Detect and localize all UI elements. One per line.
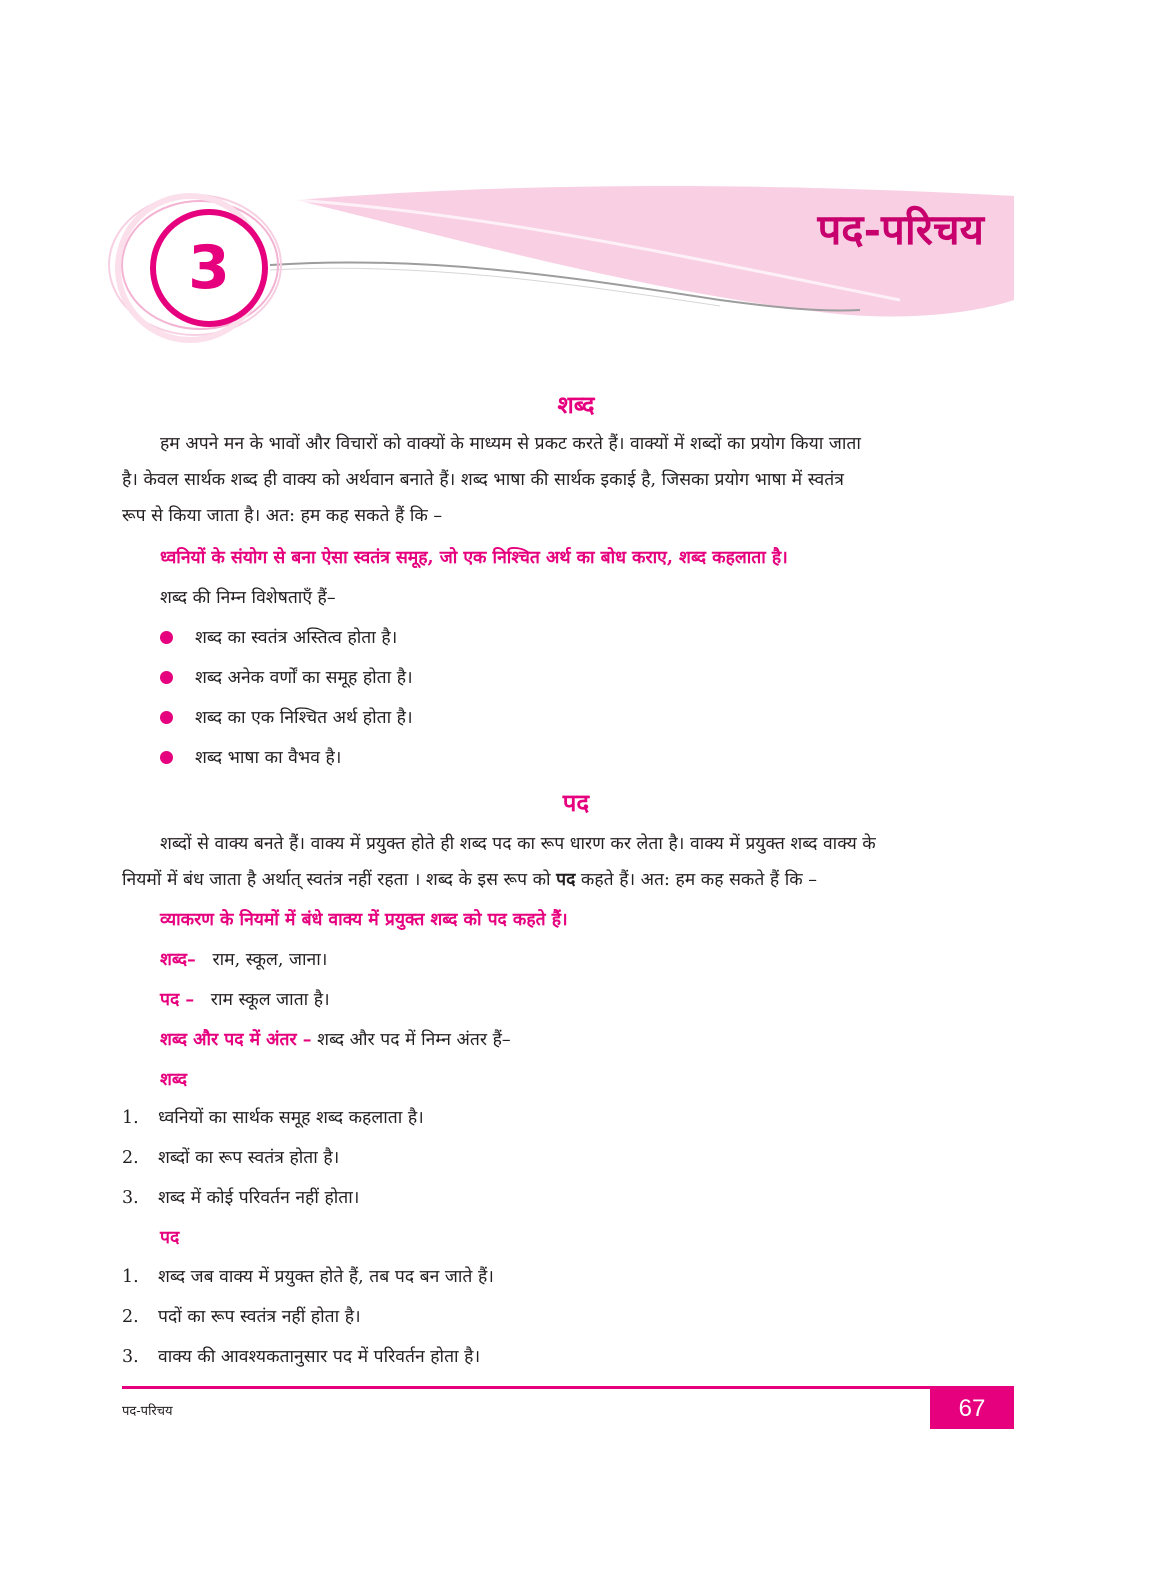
difference-text: शब्द और पद में निम्न अंतर हैं– bbox=[311, 1030, 511, 1050]
intro-paragraph bbox=[122, 426, 1028, 534]
example-text: राम, स्कूल, जाना। bbox=[212, 950, 328, 970]
list-item-text: शब्द अनेक वर्णों का समूह होता है। bbox=[195, 668, 413, 688]
para-line bbox=[122, 862, 1028, 898]
shabd-subheading: शब्द bbox=[160, 1070, 188, 1090]
list-item bbox=[122, 1185, 359, 1209]
item-number: 2. bbox=[122, 1307, 139, 1327]
bold-term: पद bbox=[556, 870, 576, 890]
footer-chapter-name: पद-परिचय bbox=[122, 1404, 173, 1419]
list-item bbox=[160, 745, 341, 769]
difference-intro bbox=[160, 1027, 511, 1051]
list-item bbox=[122, 1344, 480, 1368]
shabd-definition: ध्वनियों के संयोग से बना ऐसा स्वतंत्र समूह, जो एक निश्चित अर्थ का बोध कराए, शब्द कहलाता है। bbox=[160, 548, 788, 568]
example-label: पद – bbox=[160, 990, 195, 1010]
list-item-text: शब्द में कोई परिवर्तन नहीं होता। bbox=[158, 1188, 360, 1208]
list-item-text: शब्द का स्वतंत्र अस्तित्व होता है। bbox=[195, 628, 398, 648]
item-number: 2. bbox=[122, 1148, 139, 1168]
list-item-text: शब्दों का रूप स्वतंत्र होता है। bbox=[158, 1148, 340, 1168]
list-item-text: शब्द का एक निश्चित अर्थ होता है। bbox=[195, 708, 413, 728]
list-item bbox=[160, 705, 413, 729]
pad-paragraph bbox=[122, 826, 1028, 898]
list-item bbox=[122, 1304, 361, 1328]
item-number: 1. bbox=[122, 1267, 139, 1287]
bullet-icon bbox=[160, 631, 173, 644]
page-number: 67 bbox=[930, 1389, 1014, 1429]
list-item-text: ध्वनियों का सार्थक समूह शब्द कहलाता है। bbox=[158, 1108, 424, 1128]
pad-definition: व्याकरण के नियमों में बंधे वाक्य में प्रयुक्त शब्द को पद कहते हैं। bbox=[160, 910, 568, 930]
para-text: कहते हैं। अत: हम कह सकते हैं कि – bbox=[575, 870, 818, 890]
para-text: नियमों में बंध जाता है अर्थात् स्वतंत्र नहीं रहता । शब्द के इस रूप को bbox=[122, 870, 557, 890]
list-item-text: शब्द जब वाक्य में प्रयुक्त होते हैं, तब पद बन जाते हैं। bbox=[158, 1267, 494, 1287]
list-item bbox=[122, 1264, 494, 1288]
bullet-icon bbox=[160, 671, 173, 684]
list-item-text: शब्द भाषा का वैभव है। bbox=[195, 748, 342, 768]
pad-subheading: पद bbox=[160, 1228, 180, 1248]
para-line: हम अपने मन के भावों और विचारों को वाक्यों के माध्यम से प्रकट करते हैं। वाक्यों में शब्दों का प्रयोग किया जाता bbox=[160, 434, 861, 454]
item-number: 3. bbox=[122, 1188, 139, 1208]
difference-label: शब्द और पद में अंतर – bbox=[160, 1030, 312, 1050]
section-heading-pad: पद bbox=[562, 788, 590, 817]
bullet-icon bbox=[160, 711, 173, 724]
list-item bbox=[122, 1105, 424, 1129]
bullet-icon bbox=[160, 751, 173, 764]
para-line: रूप से किया जाता है। अत: हम कह सकते हैं कि – bbox=[122, 506, 443, 526]
example-pad bbox=[160, 987, 330, 1011]
features-intro: शब्द की निम्न विशेषताएँ हैं– bbox=[160, 588, 336, 608]
list-item bbox=[160, 625, 397, 649]
para-line: है। केवल सार्थक शब्द ही वाक्य को अर्थवान बनाते हैं। शब्द भाषा की सार्थक इकाई है, जिसका प्रयोग भाषा में स्वतंत्र bbox=[122, 470, 844, 490]
example-label: शब्द– bbox=[160, 950, 196, 970]
example-text: राम स्कूल जाता है। bbox=[210, 990, 330, 1010]
item-number: 3. bbox=[122, 1347, 139, 1367]
section-heading-shabd: शब्द bbox=[557, 390, 595, 419]
list-item-text: वाक्य की आवश्यकतानुसार पद में परिवर्तन होता है। bbox=[158, 1347, 481, 1367]
chapter-number: 3 bbox=[188, 233, 230, 303]
para-line: शब्दों से वाक्य बनते हैं। वाक्य में प्रयुक्त होते ही शब्द पद का रूप धारण कर लेता है। वाक्य में प्रयुक्त शब्द वाक्य के bbox=[160, 834, 876, 854]
example-shabd bbox=[160, 947, 327, 971]
footer-divider bbox=[122, 1386, 1014, 1389]
item-number: 1. bbox=[122, 1108, 139, 1128]
list-item bbox=[160, 665, 413, 689]
list-item bbox=[122, 1145, 339, 1169]
chapter-title: पद-परिचय bbox=[817, 205, 984, 254]
list-item-text: पदों का रूप स्वतंत्र नहीं होता है। bbox=[158, 1307, 361, 1327]
